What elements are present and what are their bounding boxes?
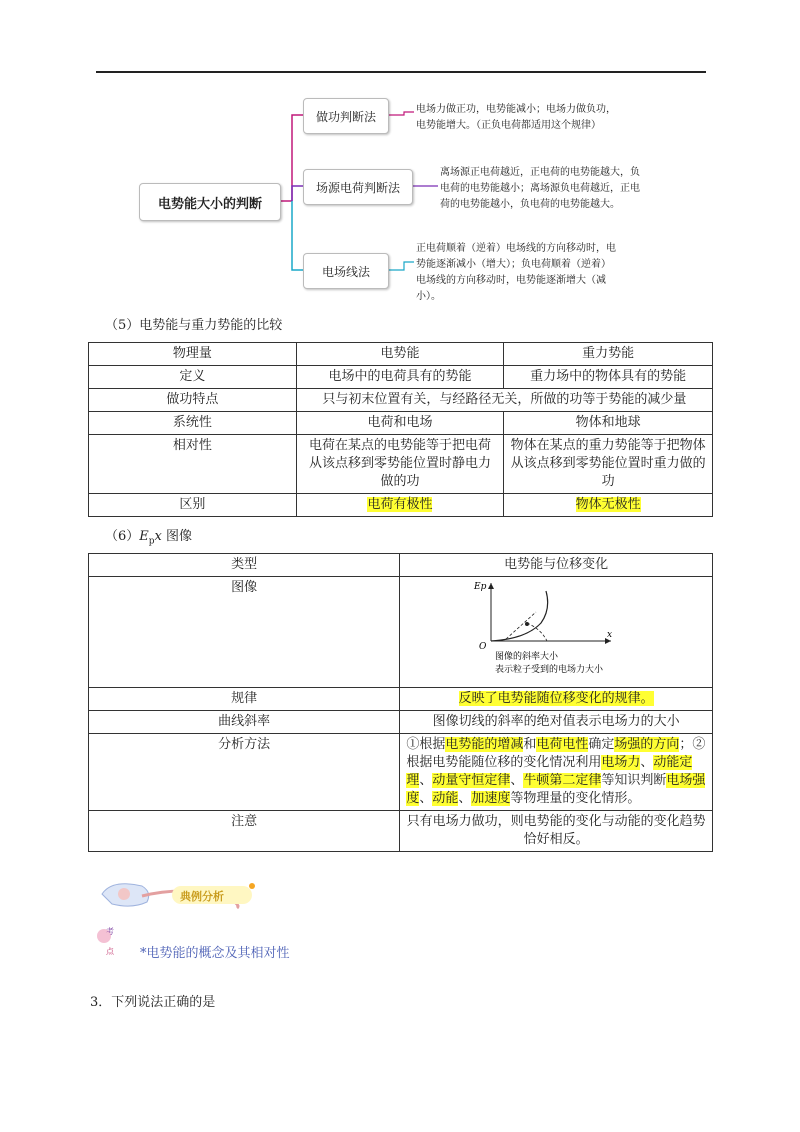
graph-caption: 表示粒子受到的电场力大小 <box>495 665 604 675</box>
mindmap-text-fieldline: 正电荷顺着（逆着）电场线的方向移动时，电 势能逐渐减小（增大）；负电荷顺着（逆着） 电场线的方向移动时，电势能逐渐增大（减 小）。 <box>416 243 616 302</box>
highlight: 反映了电势能随位移变化的规律。 <box>458 691 654 706</box>
table-header: 电势能 <box>296 343 504 366</box>
table-cell: 图像切线的斜率的绝对值表示电场力的大小 <box>400 711 713 734</box>
table-cell <box>400 688 713 711</box>
kaodian-label: *电势能的概念及其相对性 <box>140 946 290 961</box>
table-row <box>89 435 713 494</box>
table-cell: 分析方法 <box>89 734 400 811</box>
mindmap-branch-work: 做功判断法 <box>303 98 389 134</box>
table-cell: 物体在某点的重力势能等于把物体从该点移到零势能位置时重力做的功 <box>504 435 713 494</box>
table-cell: 只有电场力做功，则电势能的变化与动能的变化趋势恰好相反。 <box>400 811 713 852</box>
mindmap-root: 电势能大小的判断 <box>139 183 281 221</box>
table-cell: 规律 <box>89 688 400 711</box>
mindmap-branch-fieldline: 电场线法 <box>303 253 389 289</box>
ep-x-table <box>88 553 713 852</box>
mindmap-connectors <box>0 0 800 320</box>
graph-curve <box>491 591 548 641</box>
badge-char: 点 <box>106 947 114 956</box>
comparison-table <box>88 342 713 517</box>
ep-x-graph <box>471 579 641 679</box>
table-cell: 注意 <box>89 811 400 852</box>
table-cell: 定义 <box>89 366 297 389</box>
highlight: 物体无极性 <box>575 497 641 512</box>
badge-char: 考 <box>106 927 114 936</box>
banner-title: 典例分析 <box>180 890 224 903</box>
table-cell <box>504 494 713 517</box>
table-cell: 相对性 <box>89 435 297 494</box>
mindmap-branch-source: 场源电荷判断法 <box>303 169 413 205</box>
mindmap-text-work: 电场力做正功，电势能减小；电场力做负功， 电势能增大。（正负电荷都适用这个规律） <box>416 104 616 131</box>
table-cell <box>296 494 504 517</box>
graph-x-label: x <box>607 630 613 640</box>
table-cell: 系统性 <box>89 412 297 435</box>
graph-origin: O <box>479 642 487 652</box>
graph-y-label: Ep <box>474 582 487 592</box>
table-header: 物理量 <box>89 343 297 366</box>
table-row <box>89 366 713 389</box>
section5-title: （5）电势能与重力势能的比较 <box>105 318 283 333</box>
table-cell: 区别 <box>89 494 297 517</box>
question-3: 3．下列说法正确的是 <box>90 995 216 1010</box>
table-header: 类型 <box>89 554 400 577</box>
table-cell: 电场中的电荷具有的势能 <box>296 366 504 389</box>
table-row <box>89 494 713 517</box>
table-row <box>89 734 713 811</box>
table-cell: 曲线斜率 <box>89 711 400 734</box>
table-cell: 只与初末位置有关，与经路径无关，所做的功等于势能的减少量 <box>296 389 712 412</box>
table-row <box>89 554 713 577</box>
table-row <box>89 688 713 711</box>
highlight: 电荷有极性 <box>367 497 433 512</box>
table-cell: 电荷在某点的电势能等于把电荷从该点移到零势能位置时静电力做的功 <box>296 435 504 494</box>
table-cell <box>400 577 713 688</box>
table-cell: ①根据电势能的增减和电荷电性确定场强的方向；②根据电势能随位移的变化情况利用电场力、动能定理、动量守恒定律、牛顿第二定律等知识判断电场强度、动能、加速度等物理量的变化情形。 <box>400 734 713 811</box>
graph-caption: 图像的斜率大小 <box>495 652 559 662</box>
mindmap-text-source: 离场源正电荷越近，正电荷的电势能越大，负 电荷的电势能越小；离场源负电荷越近，正电 荷的电势能越小，负电荷的电势能越大。 <box>440 167 640 210</box>
table-row <box>89 811 713 852</box>
table-row <box>89 389 713 412</box>
table-cell: 图像 <box>89 577 400 688</box>
table-row <box>89 412 713 435</box>
table-row <box>89 577 713 688</box>
table-cell: 重力场中的物体具有的势能 <box>504 366 713 389</box>
table-row <box>89 343 713 366</box>
table-cell: 做功特点 <box>89 389 297 412</box>
table-cell: 物体和地球 <box>504 412 713 435</box>
table-row <box>89 711 713 734</box>
section6-title: $(6)E_px$ 图像 <box>105 529 193 547</box>
table-cell: 电荷和电场 <box>296 412 504 435</box>
table-header: 重力势能 <box>504 343 713 366</box>
table-header: 电势能与位移变化 <box>400 554 713 577</box>
